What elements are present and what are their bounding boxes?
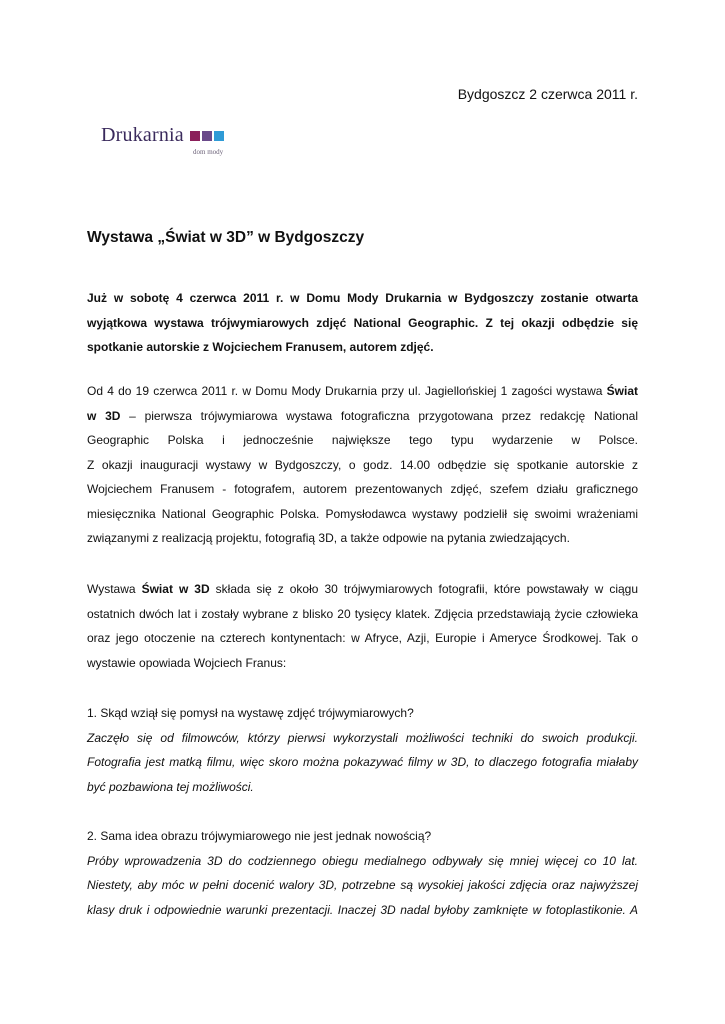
paragraph-line: ostatnich dwóch lat i zostały wybrane z blisko 20 tysięcy klatek. Zdjęcia przedstawiają życie człowieka	[87, 606, 638, 621]
interview-question: 1. Skąd wziął się pomysł na wystawę zdjęć trójwymiarowych?	[87, 706, 414, 720]
interview-answer-line: Niestety, aby móc w pełni docenić walory 3D, potrzebne są wysokiej jakości zdjęcia oraz najwyższej	[87, 878, 638, 892]
interview-item-1	[87, 701, 638, 799]
logo-square-magenta	[190, 131, 200, 141]
paragraph-line	[87, 379, 638, 404]
logo-square-purple	[202, 131, 212, 141]
interview-question: 2. Sama idea obrazu trójwymiarowego nie jest jednak nowością?	[87, 829, 432, 843]
lead-paragraph	[87, 286, 638, 360]
text-run: Wystawa	[87, 582, 142, 596]
document-date: Bydgoszcz 2 czerwca 2011 r.	[457, 86, 638, 102]
paragraph-line	[87, 577, 638, 602]
lead-line: wyjątkowa wystawa trójwymiarowych zdjęć National Geographic. Z tej okazji odbędzie się	[87, 315, 638, 330]
interview-answer-line: klasy druk i odpowiednie warunki prezentacji. Inaczej 3D nadal byłoby zamknięte w fotoplastikonie. A	[87, 902, 638, 917]
lead-line: spotkanie autorskie z Wojciechem Franusem, autorem zdjęć.	[87, 340, 434, 354]
paragraph-exhibition-details	[87, 577, 638, 675]
interview-answer-line: Próby wprowadzenia 3D do codziennego obiegu medialnego odbywały się mniej więcej co 10 lat.	[87, 853, 638, 868]
paragraph-exhibition-info	[87, 379, 638, 551]
paragraph-line	[87, 404, 638, 429]
logo-subtitle: dom mody	[193, 148, 224, 156]
lead-line: Już w sobotę 4 czerwca 2011 r. w Domu Mody Drukarnia w Bydgoszczy zostanie otwarta	[87, 291, 638, 305]
paragraph-line: Z okazji inauguracji wystawy w Bydgoszczy, o godz. 14.00 odbędzie się spotkanie autorskie z	[87, 457, 638, 472]
text-run: Od 4 do 19 czerwca 2011 r. w Domu Mody Drukarnia przy ul. Jagiellońskiej 1 zagości wystawa	[87, 384, 603, 398]
text-run: – pierwsza trójwymiarowa wystawa fotograficzna przygotowana przez redakcję National	[120, 408, 638, 423]
exhibition-name-bold: Świat w 3D	[141, 582, 210, 596]
logo-wordmark: Drukarnia	[101, 124, 184, 146]
logo-square-blue	[214, 131, 224, 141]
interview-answer-line: Fotografia jest matką filmu, więc skoro można pokazywać filmy w 3D, to dlaczego fotografia miałaby	[87, 755, 638, 769]
paragraph-line: oraz jego otoczenie na czterech kontynentach: w Afryce, Azji, Europie i Ameryce Środkowej. Tak o	[87, 631, 638, 645]
interview-answer-line: być pozbawiona tej możliwości.	[87, 779, 254, 794]
interview-answer-line: Zaczęło się od filmowców, którzy pierwsi wykorzystali możliwości techniki do swoich produkcji.	[87, 730, 638, 745]
paragraph-line: wystawie opowiada Wojciech Franus:	[87, 655, 287, 670]
logo-squares-icon	[190, 131, 224, 141]
drukarnia-logo	[101, 124, 241, 160]
exhibition-name-bold: Świat	[606, 384, 638, 398]
paragraph-line: Geographic Polska i jednocześnie największe tego typu wydarzenie w Polsce.	[87, 433, 638, 447]
paragraph-line: Wojciechem Franusem - fotografem, autorem prezentowanych zdjęć, szefem działu graficznego	[87, 482, 638, 496]
interview-item-2	[87, 824, 638, 922]
exhibition-name-bold: w 3D	[87, 408, 121, 423]
paragraph-line: związanymi z realizacją projektu, fotografią 3D, a także odpowie na pytania zwiedzających.	[87, 531, 570, 545]
document-title: Wystawa „Świat w 3D” w Bydgoszczy	[87, 229, 365, 246]
paragraph-line: miesięcznika National Geographic Polska. Pomysłodawca wystawy podzielił się swoimi wrażeniami	[87, 506, 638, 521]
text-run: składa się z około 30 trójwymiarowych fotografii, które powstawały w ciągu	[209, 582, 639, 596]
